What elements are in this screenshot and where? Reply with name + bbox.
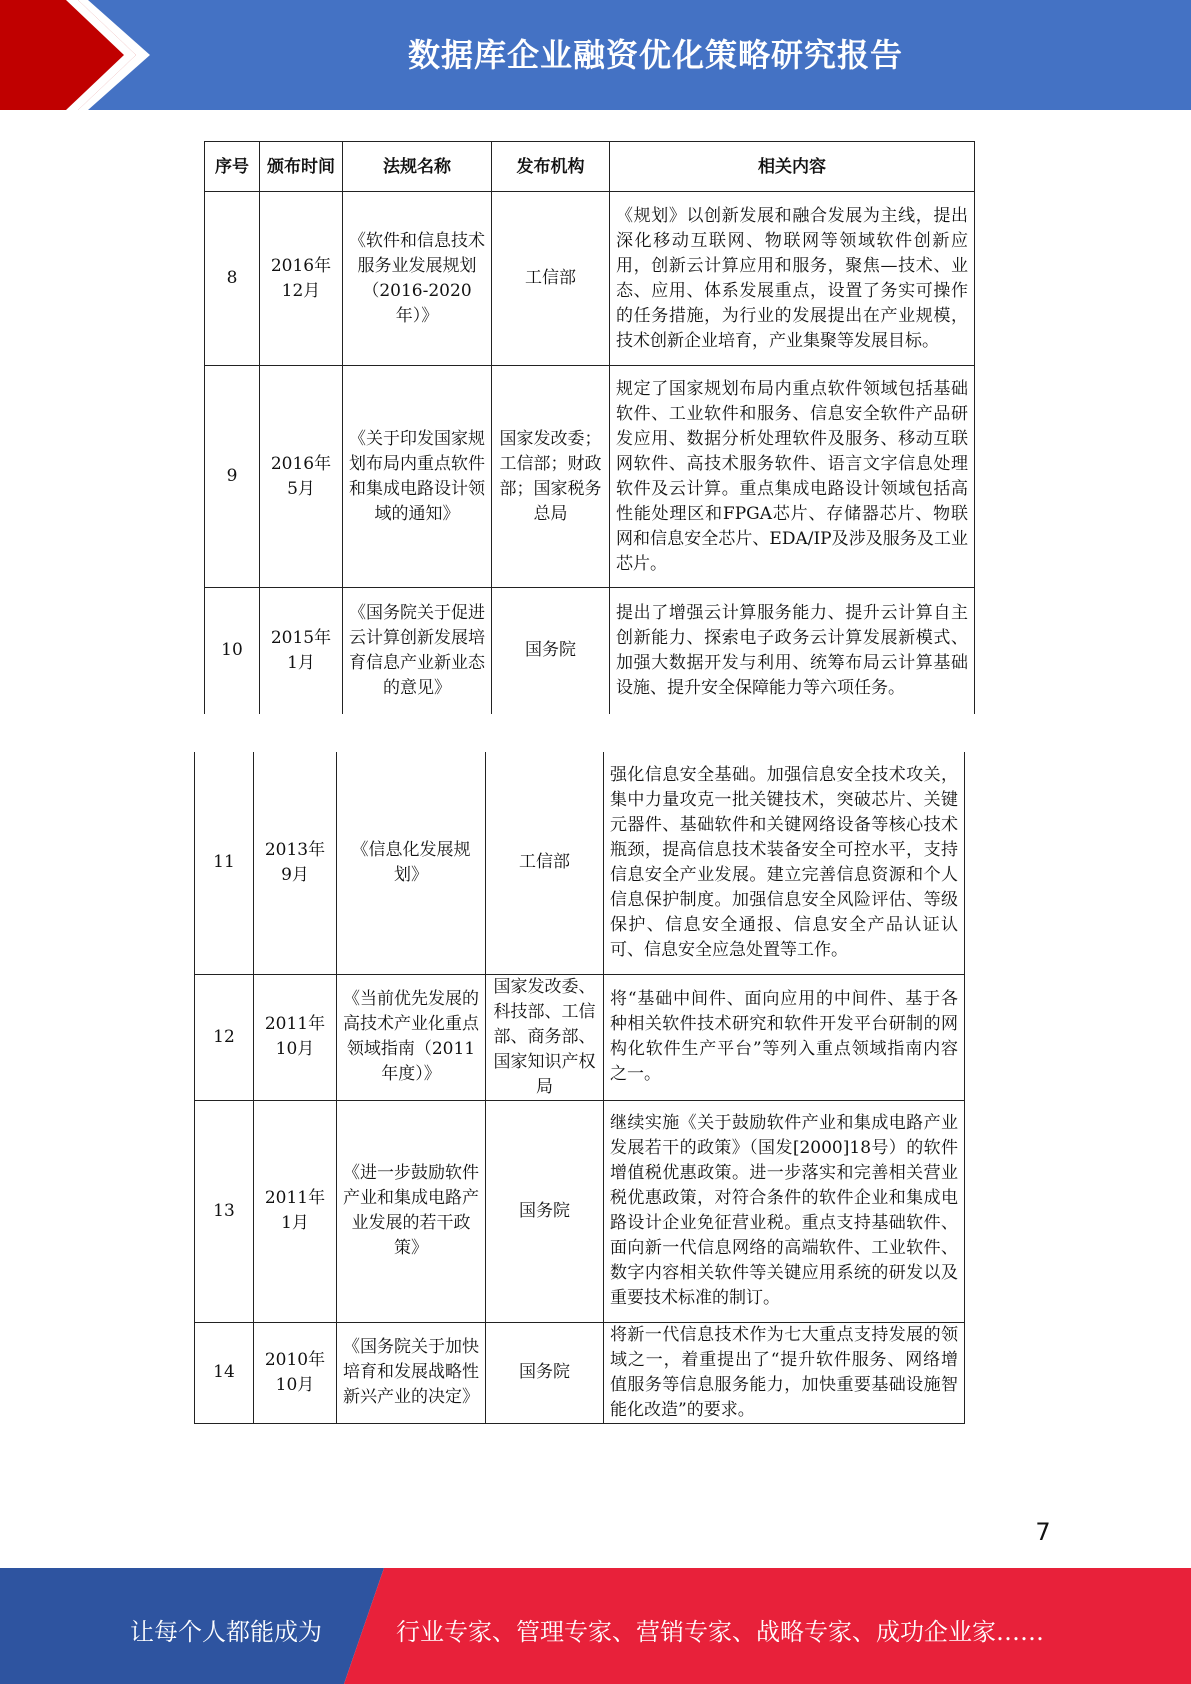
row-content: 将新一代信息技术作为七大重点支持发展的领域之一，着重提出了“提升软件服务、网络增值服务等信息服务能力，加快重要基础设施智能化改造”的要求。 bbox=[604, 1322, 965, 1423]
row-date: 2015年1月 bbox=[260, 588, 343, 714]
column-header-name: 法规名称 bbox=[343, 142, 492, 192]
report-title: 数据库企业融资优化策略研究报告 bbox=[407, 36, 903, 74]
table-row bbox=[195, 974, 965, 1100]
row-issuer: 国务院 bbox=[486, 1100, 604, 1322]
column-header-content: 相关内容 bbox=[610, 142, 975, 192]
column-header-date: 颁布时间 bbox=[260, 142, 343, 192]
row-regulation-name: 《软件和信息技术服务业发展规划（2016-2020年）》 bbox=[343, 192, 492, 366]
row-date: 2010年10月 bbox=[254, 1322, 337, 1423]
row-issuer: 国家发改委；工信部；财政部；国家税务总局 bbox=[492, 366, 610, 588]
row-regulation-name: 《国务院关于加快培育和发展战略性新兴产业的决定》 bbox=[337, 1322, 486, 1423]
row-date: 2013年9月 bbox=[254, 752, 337, 974]
row-content: 将“基础中间件、面向应用的中间件、基于各种相关软件技术研究和软件开发平台研制的网构化软件生产平台”等列入重点领域指南内容之一。 bbox=[604, 974, 965, 1100]
row-date: 2011年1月 bbox=[254, 1100, 337, 1322]
table-row bbox=[195, 1322, 965, 1423]
footer-slogan-left: 让每个人都能成为 bbox=[130, 1618, 322, 1646]
row-issuer: 工信部 bbox=[492, 192, 610, 366]
row-number: 10 bbox=[205, 588, 260, 714]
row-number: 11 bbox=[195, 752, 254, 974]
row-date: 2011年10月 bbox=[254, 974, 337, 1100]
table-row bbox=[205, 366, 975, 588]
row-number: 13 bbox=[195, 1100, 254, 1322]
regulations-table-part-1 bbox=[204, 141, 975, 714]
header-banner bbox=[0, 0, 1191, 110]
row-number: 9 bbox=[205, 366, 260, 588]
footer-slogan-right: 行业专家、管理专家、营销专家、战略专家、成功企业家…… bbox=[396, 1618, 1044, 1646]
row-date: 2016年5月 bbox=[260, 366, 343, 588]
table-row bbox=[205, 192, 975, 366]
row-regulation-name: 《关于印发国家规划布局内重点软件和集成电路设计领域的通知》 bbox=[343, 366, 492, 588]
row-content: 《规划》以创新发展和融合发展为主线，提出深化移动互联网、物联网等领域软件创新应用，创新云计算应用和服务，聚焦—技术、业态、应用、体系发展重点，设置了务实可操作的任务措施，为行业的发展提出在产业规模，技术创新企业培育，产业集聚等发展目标。 bbox=[610, 192, 975, 366]
row-content: 继续实施《关于鼓励软件产业和集成电路产业发展若干的政策》（国发[2000]18号）的软件增值税优惠政策。进一步落实和完善相关营业税优惠政策，对符合条件的软件企业和集成电路设计企业免征营业税。重点支持基础软件、面向新一代信息网络的高端软件、工业软件、数字内容相关软件等关键应用系统的研发以及重要技术标准的制订。 bbox=[604, 1100, 965, 1322]
column-header-no: 序号 bbox=[205, 142, 260, 192]
row-regulation-name: 《当前优先发展的高技术产业化重点领域指南（2011年度）》 bbox=[337, 974, 486, 1100]
column-header-issuer: 发布机构 bbox=[492, 142, 610, 192]
row-issuer: 国务院 bbox=[486, 1322, 604, 1423]
row-issuer: 工信部 bbox=[486, 752, 604, 974]
table-row bbox=[195, 1100, 965, 1322]
row-content: 规定了国家规划布局内重点软件领域包括基础软件、工业软件和服务、信息安全软件产品研发应用、数据分析处理软件及服务、移动互联网软件、高技术服务软件、语言文字信息处理软件及云计算。重点集成电路设计领域包括高性能处理区和FPGA芯片、存储器芯片、物联网和信息安全芯片、EDA/IP及涉及服务及工业芯片。 bbox=[610, 366, 975, 588]
table-row bbox=[195, 752, 965, 974]
row-issuer: 国务院 bbox=[492, 588, 610, 714]
footer-banner bbox=[0, 1568, 1191, 1684]
row-number: 8 bbox=[205, 192, 260, 366]
row-regulation-name: 《进一步鼓励软件产业和集成电路产业发展的若干政策》 bbox=[337, 1100, 486, 1322]
table-header-row bbox=[205, 142, 975, 192]
page-number: 7 bbox=[1035, 1518, 1051, 1546]
row-content: 提出了增强云计算服务能力、提升云计算自主创新能力、探索电子政务云计算发展新模式、加强大数据开发与利用、统筹布局云计算基础设施、提升安全保障能力等六项任务。 bbox=[610, 588, 975, 714]
regulations-table-part-2 bbox=[194, 752, 965, 1424]
row-number: 12 bbox=[195, 974, 254, 1100]
table-row bbox=[205, 588, 975, 714]
row-number: 14 bbox=[195, 1322, 254, 1423]
row-issuer: 国家发改委、科技部、工信部、商务部、国家知识产权局 bbox=[486, 974, 604, 1100]
row-date: 2016年12月 bbox=[260, 192, 343, 366]
row-regulation-name: 《信息化发展规划》 bbox=[337, 752, 486, 974]
row-regulation-name: 《国务院关于促进云计算创新发展培育信息产业新业态的意见》 bbox=[343, 588, 492, 714]
row-content: 强化信息安全基础。加强信息安全技术攻关，集中力量攻克一批关键技术，突破芯片、关键元器件、基础软件和关键网络设备等核心技术瓶颈，提高信息技术装备安全可控水平，支持信息安全产业发展。建立完善信息资源和个人信息保护制度。加强信息安全风险评估、等级保护、信息安全通报、信息安全产品认证认可、信息安全应急处置等工作。 bbox=[604, 752, 965, 974]
